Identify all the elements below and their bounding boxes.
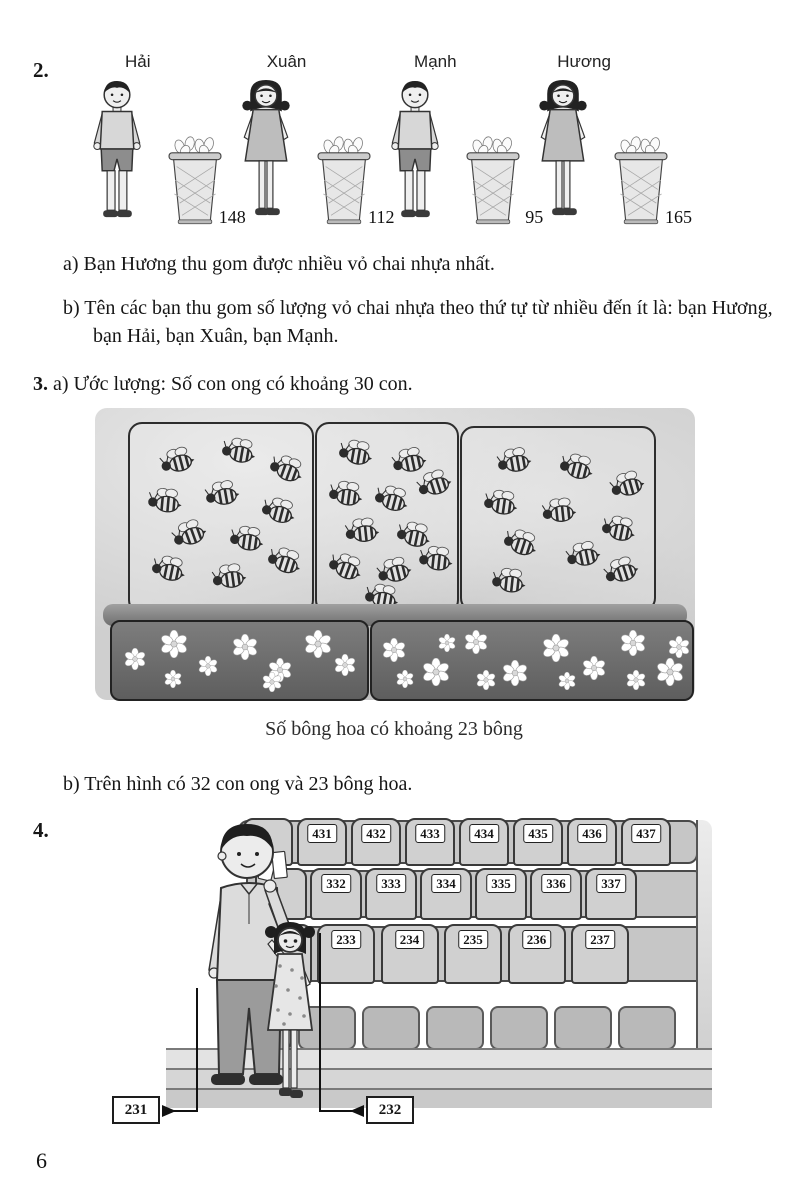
bee-icon — [344, 517, 380, 543]
seat-number-plate: 436 — [577, 824, 607, 843]
bee-icon — [158, 445, 196, 476]
bee-icon — [395, 519, 433, 548]
exercise2-number: 2. — [33, 58, 49, 82]
theater-side-wall — [696, 820, 712, 1060]
bee-flower-scene — [95, 408, 695, 700]
seat — [310, 868, 362, 920]
seat-number-plate: 235 — [458, 930, 488, 949]
seat-number-plate: 334 — [431, 874, 461, 893]
seat-number-plate: 435 — [523, 824, 553, 843]
child-with-basket-illustration — [234, 78, 384, 228]
bee-icon — [150, 553, 188, 582]
bee-panel-svg-1 — [130, 424, 312, 612]
seat — [571, 924, 629, 984]
floor-label-232: 232 — [366, 1096, 414, 1124]
seat-number-plate: 234 — [395, 930, 425, 949]
flower-icon — [558, 672, 576, 690]
front-row-seat — [362, 1006, 420, 1050]
bottle-count: 148 — [218, 207, 246, 227]
front-row-seat — [554, 1006, 612, 1050]
bee-panel-3 — [460, 426, 656, 612]
seat — [297, 818, 347, 866]
seat — [351, 818, 401, 866]
flower-icon — [656, 658, 685, 686]
bee-icon — [564, 539, 602, 568]
flower-icon — [582, 656, 606, 680]
collector-name: Xuân — [266, 52, 307, 71]
flower-icon — [464, 630, 488, 654]
flower-icon — [164, 670, 182, 688]
bee-panel-1 — [128, 422, 314, 614]
seat-number-plate: 332 — [321, 874, 351, 893]
exercise3-part-b: b) Trên hình có 32 con ong và 23 bông hoa. — [63, 773, 413, 795]
bee-icon — [375, 555, 413, 585]
flower-strip-1 — [110, 620, 369, 701]
bee-icon — [328, 479, 364, 506]
bee-icon — [558, 451, 596, 481]
bee-panel-svg-3 — [462, 428, 654, 610]
theater-illustration — [110, 812, 722, 1134]
collector-name: Hương — [557, 52, 611, 71]
flower-icon — [438, 634, 456, 652]
bee-icon — [390, 445, 428, 474]
seat — [365, 868, 417, 920]
seat — [405, 818, 455, 866]
flower-icon — [626, 670, 646, 690]
flower-icon — [502, 660, 528, 686]
exercise3-number: 3. — [33, 373, 48, 395]
collector-name: Hải — [125, 52, 151, 71]
bee-panel-2 — [315, 422, 459, 614]
bee-icon — [602, 554, 641, 586]
child-with-basket-illustration — [531, 78, 681, 228]
bee-icon — [418, 545, 454, 571]
seat — [567, 818, 617, 866]
bee-icon — [326, 550, 365, 583]
bee-panel-svg-2 — [317, 424, 457, 612]
bee-icon — [491, 567, 527, 593]
seat — [420, 868, 472, 920]
bee-icon — [608, 468, 647, 499]
child-with-basket-illustration — [383, 78, 533, 228]
bottle-count: 95 — [525, 207, 544, 227]
seat — [475, 868, 527, 920]
seat-number-plate: 337 — [596, 874, 626, 893]
seat-number-plate: 432 — [361, 824, 391, 843]
seat — [459, 818, 509, 866]
child-with-basket-illustration — [85, 78, 235, 228]
seat — [508, 924, 566, 984]
front-row-seat — [426, 1006, 484, 1050]
seat-number-plate: 237 — [585, 930, 615, 949]
page-number: 6 — [36, 1148, 47, 1173]
seat — [317, 924, 375, 984]
flower-icon — [620, 630, 646, 656]
bee-icon — [170, 516, 209, 549]
exercise2-answer-a: a) Bạn Hương thu gom được nhiều vỏ chai nhựa nhất. — [63, 253, 495, 275]
flower-icon — [542, 634, 571, 662]
seat — [585, 868, 637, 920]
floor-label-231: 231 — [112, 1096, 160, 1124]
flower-icon — [382, 638, 406, 662]
bee-icon — [600, 513, 638, 542]
flower-icon — [160, 630, 189, 658]
flower-icon — [476, 670, 496, 690]
collector-manh — [383, 52, 544, 248]
exercise3-part-a — [33, 370, 753, 398]
bee-icon — [267, 452, 306, 485]
front-row-seat — [618, 1006, 676, 1050]
bee-icon — [373, 483, 411, 514]
bee-icon — [147, 487, 182, 513]
bee-icon — [483, 488, 519, 515]
flower-strip-svg-1 — [112, 622, 367, 699]
flower-strip-svg-2 — [372, 622, 692, 699]
seat-number-plate: 431 — [307, 824, 337, 843]
bee-icon — [496, 446, 533, 474]
flower-icon — [422, 658, 451, 686]
exercise3-part-a-text: a) Ước lượng: Số con ong có khoảng 30 con. — [53, 373, 413, 395]
bee-icon — [211, 562, 247, 589]
bee-icon — [266, 544, 305, 576]
flower-icon — [304, 630, 333, 658]
bee-icon — [260, 495, 298, 526]
flower-strip-2 — [370, 620, 694, 701]
seat — [530, 868, 582, 920]
exercise4-number: 4. — [33, 818, 49, 842]
daughter-illustration — [260, 918, 320, 1110]
collector-huong — [531, 52, 692, 248]
seat-number-plate: 434 — [469, 824, 499, 843]
collector-xuan — [234, 52, 395, 248]
seat-number-plate: 333 — [376, 874, 406, 893]
flower-icon — [198, 656, 218, 676]
seat-number-plate: 433 — [415, 824, 445, 843]
flower-icon — [668, 636, 690, 658]
seat — [621, 818, 671, 866]
flower-icon — [124, 648, 146, 670]
flower-icon — [334, 654, 356, 676]
exercise2-illustration — [85, 52, 692, 248]
bee-icon — [541, 497, 577, 523]
bee-icon — [502, 526, 541, 558]
flower-icon — [396, 670, 414, 688]
bee-icon — [204, 479, 241, 507]
bee-icon — [338, 438, 375, 466]
flower-icon — [232, 634, 258, 660]
bottle-count: 112 — [368, 207, 395, 227]
flower-caption: Số bông hoa có khoảng 23 bông — [265, 718, 523, 740]
seat — [513, 818, 563, 866]
seat-number-plate: 336 — [541, 874, 571, 893]
seat-number-plate: 437 — [631, 824, 661, 843]
seat — [444, 924, 502, 984]
seat-number-plate: 335 — [486, 874, 516, 893]
collector-hai — [85, 52, 246, 248]
seat — [381, 924, 439, 984]
collector-name: Mạnh — [414, 52, 457, 71]
seat-number-plate: 236 — [522, 930, 552, 949]
seat-number-plate: 233 — [331, 930, 361, 949]
exercise2-answer-b: b) Tên các bạn thu gom số lượng vỏ chai nhựa theo thứ tự từ nhiều đến ít là: bạn Hương, bạn Hải, bạn Xuân, bạn Mạnh. — [63, 297, 773, 348]
bottle-count: 165 — [665, 207, 692, 227]
bee-icon — [415, 467, 454, 499]
bee-icon — [221, 436, 258, 464]
front-row-seat — [490, 1006, 548, 1050]
bee-icon — [229, 524, 265, 551]
